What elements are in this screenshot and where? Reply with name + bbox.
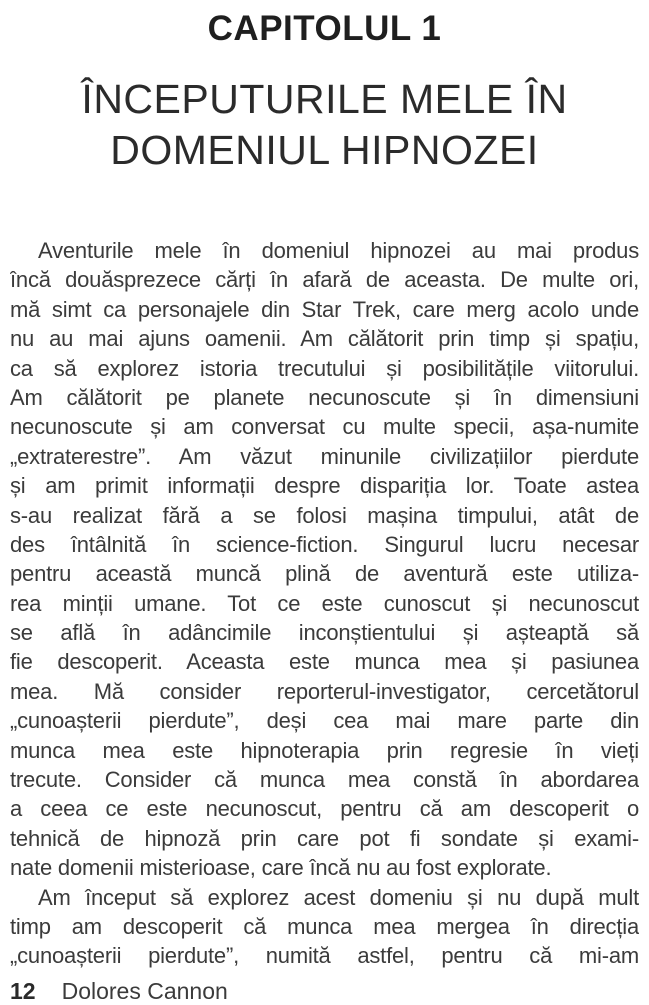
chapter-title-line-1: ÎNCEPUTURILE MELE ÎN bbox=[81, 76, 568, 122]
text-line: des întâlnită în science-fiction. Singurul lucru necesar bbox=[10, 531, 639, 557]
text-line: Am călătorit pe planete necunoscute și în dimensiuni bbox=[10, 384, 639, 410]
text-line: a ceea ce este necunoscut, pentru că am descoperit o bbox=[10, 796, 639, 822]
text-line: „extraterestre”. Am văzut minunile civilizațiilor pierdute bbox=[10, 443, 639, 469]
text-line: „cunoașterii pierdute”, numită astfel, pentru că mi-am bbox=[10, 943, 639, 969]
text-line: încă douăsprezece cărți în afară de aceasta. De multe ori, bbox=[10, 267, 639, 293]
text-line: Am început să explorez acest domeniu și nu după mult bbox=[38, 884, 639, 910]
text-line: mă simt ca personajele din Star Trek, care merg acolo unde bbox=[10, 296, 639, 322]
text-line: tehnică de hipnoză prin care pot fi sondate și exami- bbox=[10, 825, 639, 851]
text-line: necunoscute și am conversat cu multe specii, așa-numite bbox=[10, 414, 639, 440]
text-line: trecute. Consider că munca mea constă în abordarea bbox=[10, 767, 639, 793]
text-line: munca mea este hipnoterapia prin regresie în vieți bbox=[10, 737, 639, 763]
text-line: „cunoașterii pierdute”, deși cea mai mare parte din bbox=[10, 708, 639, 734]
page-footer bbox=[10, 978, 639, 1005]
text-line: ca să explorez istoria trecutului și posibilitățile viitorului. bbox=[10, 355, 639, 381]
text-line: pentru această muncă plină de aventură este utiliza- bbox=[10, 561, 639, 587]
chapter-title-line-2: DOMENIUL HIPNOZEI bbox=[110, 127, 539, 173]
body-text bbox=[10, 236, 639, 971]
text-line: și am primit informații despre dispariția lor. Toate astea bbox=[10, 473, 639, 499]
chapter-title bbox=[0, 74, 649, 176]
paragraph bbox=[10, 236, 639, 883]
text-line: mea. Mă consider reporterul-investigator, cercetătorul bbox=[10, 678, 639, 704]
text-line: nu au mai ajuns oamenii. Am călătorit prin timp și spațiu, bbox=[10, 326, 639, 352]
text-line: rea minții umane. Tot ce este cunoscut și necunoscut bbox=[10, 590, 639, 616]
text-line: fie descoperit. Aceasta este munca mea și pasiunea bbox=[10, 649, 639, 675]
paragraph bbox=[10, 883, 639, 971]
text-line: Aventurile mele în domeniul hipnozei au mai produs bbox=[38, 238, 639, 263]
text-line: se află în adâncimile inconștientului și așteaptă să bbox=[10, 620, 639, 646]
text-line: timp am descoperit că munca mea mergea în direcția bbox=[10, 913, 639, 939]
text-line: nate domenii misterioase, care încă nu au fost explorate. bbox=[10, 855, 552, 881]
chapter-heading: CAPITOLUL 1 bbox=[207, 9, 442, 48]
text-line: s-au realizat fără a se folosi mașina timpului, atât de bbox=[10, 502, 639, 528]
page-number: 12 bbox=[10, 977, 36, 1004]
running-head-author: Dolores Cannon bbox=[61, 977, 228, 1004]
